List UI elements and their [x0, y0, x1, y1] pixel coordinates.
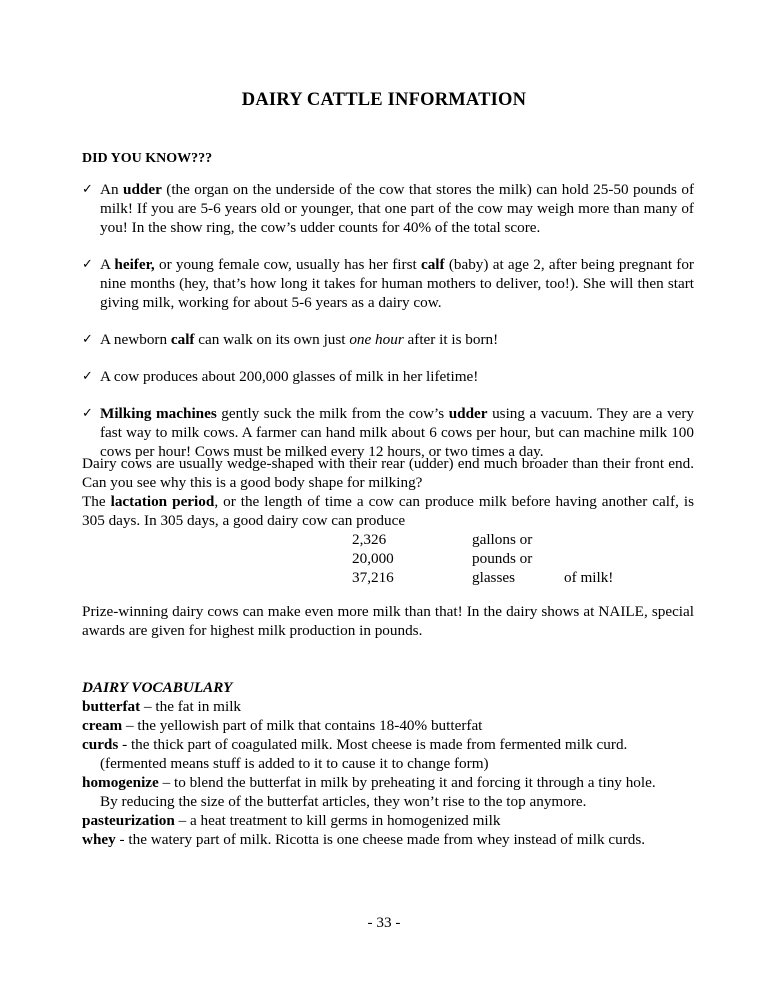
lactation-term: lactation period	[110, 493, 215, 510]
fact-text: (the organ on the underside of the cow that stores the milk) can hold 25-50 pounds of milk! If you are 5-6 years old or younger, that one part of the cow may weigh more than many of you! In the show ring, the cow’s udder counts for 40% of the total score.	[100, 181, 695, 236]
production-tail: of milk!	[564, 569, 614, 586]
fact-text: calf	[420, 256, 445, 273]
fact-text: gently suck the milk from the cow’s	[216, 405, 449, 422]
production-unit: glasses	[472, 569, 516, 586]
fact-text: A cow produces about 200,000 glasses of milk in her lifetime!	[100, 368, 479, 385]
vocabulary-definition: the watery part of milk. Ricotta is one cheese made from whey instead of milk curds.	[128, 831, 646, 848]
fact-text: one hour	[349, 331, 404, 348]
vocabulary-entry	[82, 830, 694, 849]
vocabulary-term: cream	[82, 717, 123, 734]
vocabulary-definition: the yellowish part of milk that contains 18-40% butterfat	[137, 717, 483, 734]
production-table	[352, 530, 644, 587]
checkmark-icon: ✓	[82, 182, 93, 197]
lactation-paragraph	[82, 492, 694, 530]
production-tail	[564, 530, 644, 549]
fact-text: can walk on its own just	[194, 331, 350, 348]
fact-text: udder	[123, 181, 162, 198]
fact-item	[82, 255, 694, 312]
vocabulary-definition: a heat treatment to kill germs in homogenized milk	[190, 812, 501, 829]
page-title: DAIRY CATTLE INFORMATION	[241, 90, 527, 110]
vocabulary-definition: to blend the butterfat in milk by preheating it and forcing it through a tiny hole.	[173, 774, 656, 791]
production-amount: 37,216	[352, 569, 394, 586]
vocabulary-entry	[82, 697, 694, 716]
checkmark-icon: ✓	[82, 406, 93, 421]
fact-item	[82, 367, 694, 386]
fact-text: heifer,	[114, 256, 155, 273]
vocabulary-separator: -	[115, 831, 129, 848]
fact-item	[82, 180, 694, 237]
fact-text: A newborn	[100, 331, 171, 348]
vocabulary-definition: the thick part of coagulated milk. Most cheese is made from fermented milk curd.	[130, 736, 628, 753]
production-amount: 20,000	[352, 550, 394, 567]
vocabulary-entry	[82, 773, 694, 811]
production-row	[352, 530, 644, 549]
vocabulary-separator: –	[174, 812, 190, 829]
fact-list	[82, 180, 694, 479]
vocabulary-definition-continued: (fermented means stuff is added to it to cause it to change form)	[100, 755, 489, 772]
production-row	[352, 549, 644, 568]
fact-text: Milking machines	[100, 405, 217, 422]
production-unit: gallons or	[472, 531, 533, 548]
vocabulary-term: whey	[82, 831, 116, 848]
fact-item	[82, 404, 694, 461]
fact-text: An	[100, 181, 123, 198]
vocabulary-list	[82, 697, 694, 849]
vocabulary-entry	[82, 716, 694, 735]
fact-text: (baby) at age 2, after being pregnant for nine months (hey, that’s how long it takes for human mothers to deliver, too!). She will then start giving milk, working for about 5-6 years as a dairy cow.	[100, 256, 694, 311]
page-number: - 33 -	[367, 914, 401, 931]
fact-text: or young female cow, usually has her first	[154, 256, 421, 273]
fact-text: A	[100, 256, 115, 273]
vocabulary-separator: –	[122, 717, 138, 734]
vocabulary-term: pasteurization	[82, 812, 175, 829]
production-amount: 2,326	[352, 531, 387, 548]
did-you-know-heading: DID YOU KNOW???	[82, 151, 213, 166]
vocabulary-separator: -	[118, 736, 131, 753]
vocabulary-definition-continued: By reducing the size of the butterfat articles, they won’t rise to the top anymore.	[100, 793, 587, 810]
vocabulary-entry	[82, 735, 694, 773]
lactation-before: The	[82, 493, 111, 510]
production-row	[352, 568, 644, 587]
vocabulary-heading: DAIRY VOCABULARY	[82, 679, 233, 696]
wedge-shape-paragraph: Dairy cows are usually wedge-shaped with their rear (udder) end much broader than their front end. Can you see why this is a good body shape for milking?	[82, 455, 694, 491]
checkmark-icon: ✓	[82, 332, 93, 347]
lactation-after: , or the length of time a cow can produce milk before having another calf, is 305 days. In 305 days, a good dairy cow can produce	[82, 493, 694, 529]
vocabulary-term: butterfat	[82, 698, 141, 715]
fact-text: calf	[170, 331, 195, 348]
production-tail	[564, 549, 644, 568]
checkmark-icon: ✓	[82, 369, 93, 384]
fact-text: using a vacuum. They are a very fast way to milk cows. A farmer can hand milk about 6 cows per hour, but can machine milk 100 cows per hour! Cows must be milked every 12 hours, or two times a day.	[100, 405, 694, 460]
fact-item	[82, 330, 694, 349]
vocabulary-separator: –	[140, 698, 156, 715]
prize-paragraph: Prize-winning dairy cows can make even more milk than that! In the dairy shows at NAILE, special awards are given for highest milk production in pounds.	[82, 603, 694, 639]
vocabulary-definition: the fat in milk	[155, 698, 242, 715]
fact-text: udder	[448, 405, 488, 422]
checkmark-icon: ✓	[82, 257, 93, 272]
vocabulary-entry	[82, 811, 694, 830]
vocabulary-separator: –	[158, 774, 174, 791]
production-unit: pounds or	[472, 550, 533, 567]
vocabulary-term: curds	[82, 736, 119, 753]
vocabulary-term: homogenize	[82, 774, 159, 791]
fact-text: after it is born!	[403, 331, 499, 348]
